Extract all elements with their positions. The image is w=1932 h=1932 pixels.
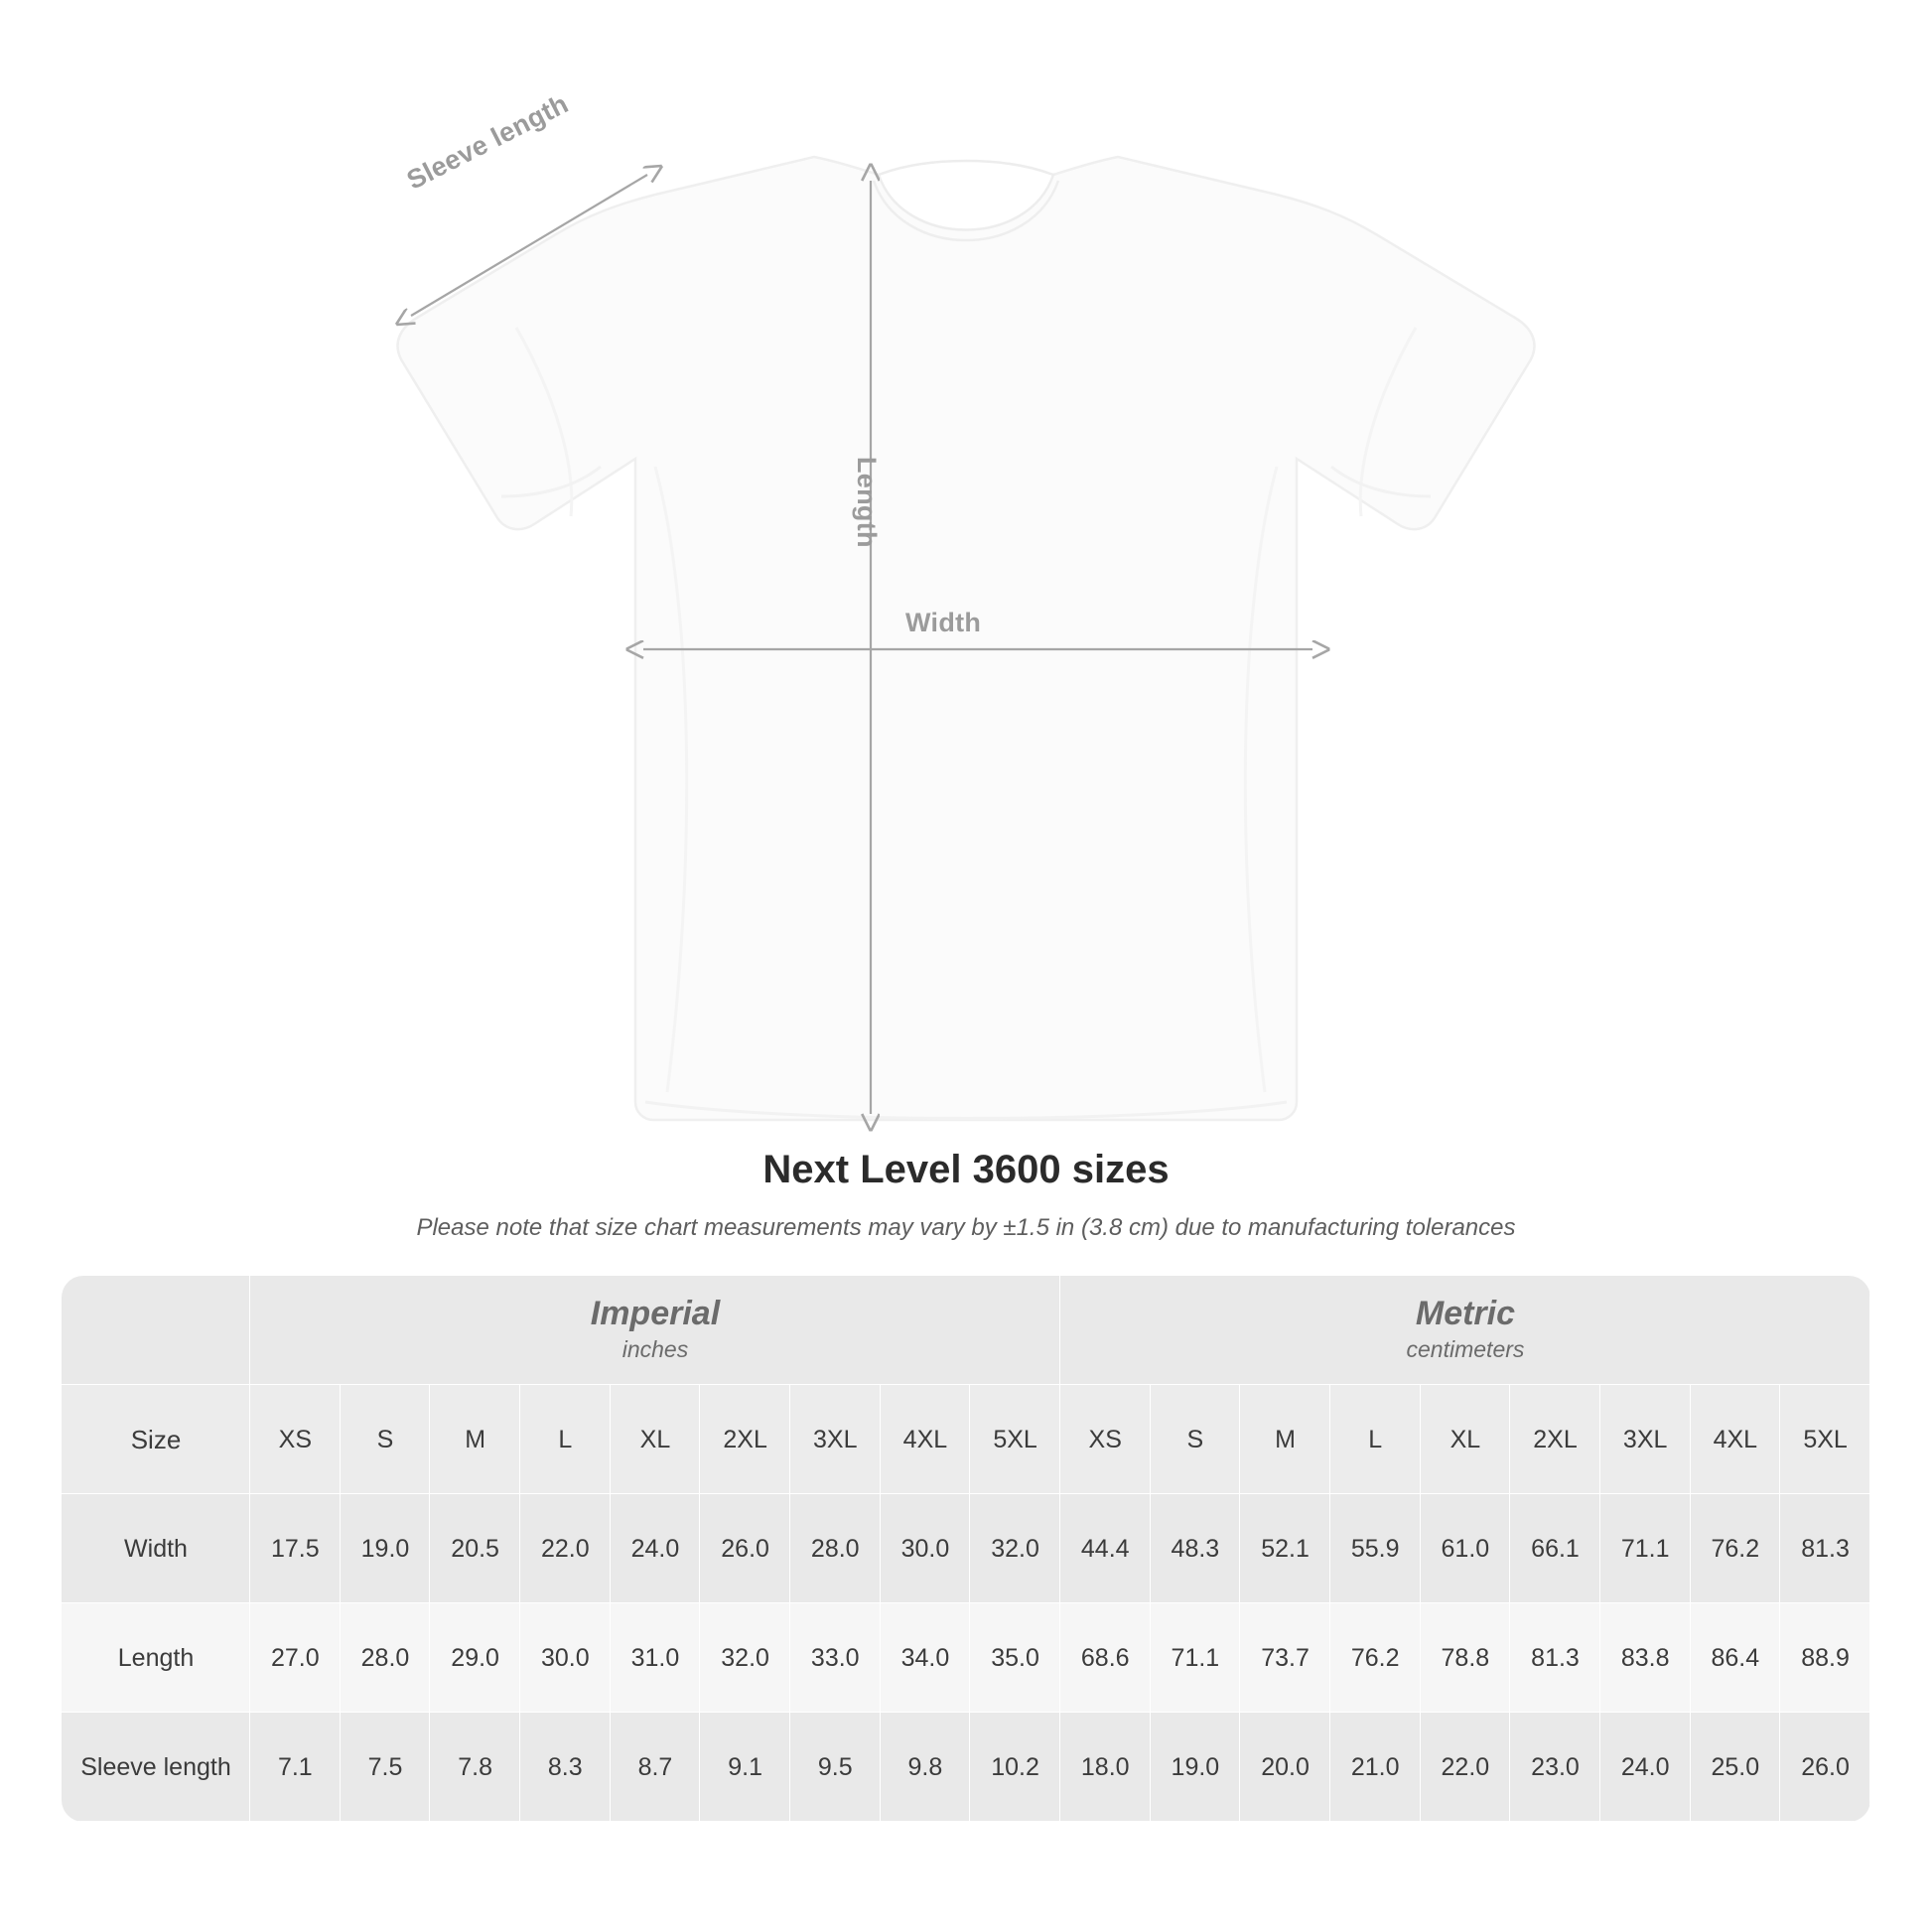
col-header-imperial-xl: XL <box>611 1385 701 1494</box>
title-block <box>0 1148 1932 1242</box>
cell-length-imperial-s: 28.0 <box>341 1603 431 1713</box>
col-header-imperial-5xl: 5XL <box>970 1385 1060 1494</box>
col-header-metric-s: S <box>1151 1385 1241 1494</box>
cell-sleeve-imperial-2xl: 9.1 <box>700 1713 790 1822</box>
cell-length-imperial-2xl: 32.0 <box>700 1603 790 1713</box>
cell-sleeve-metric-xs: 18.0 <box>1060 1713 1151 1822</box>
cell-sleeve-imperial-4xl: 9.8 <box>881 1713 971 1822</box>
row-header-size: Size <box>62 1385 250 1494</box>
cell-length-metric-4xl: 86.4 <box>1691 1603 1781 1713</box>
col-header-metric-xs: XS <box>1060 1385 1151 1494</box>
size-header-row <box>62 1385 1870 1494</box>
unit-header-spacer <box>62 1276 250 1385</box>
cell-length-imperial-m: 29.0 <box>430 1603 520 1713</box>
cell-width-metric-3xl: 71.1 <box>1600 1494 1691 1603</box>
cell-width-imperial-xl: 24.0 <box>611 1494 701 1603</box>
tolerance-note: Please note that size chart measurements may vary by ±1.5 in (3.8 cm) due to manufacturing tolerances <box>416 1214 1516 1241</box>
cell-width-imperial-xs: 17.5 <box>250 1494 341 1603</box>
col-header-metric-2xl: 2XL <box>1510 1385 1600 1494</box>
cell-length-metric-m: 73.7 <box>1240 1603 1330 1713</box>
cell-sleeve-metric-4xl: 25.0 <box>1691 1713 1781 1822</box>
cell-length-metric-s: 71.1 <box>1151 1603 1241 1713</box>
col-header-imperial-l: L <box>520 1385 611 1494</box>
cell-sleeve-metric-3xl: 24.0 <box>1600 1713 1691 1822</box>
cell-length-metric-3xl: 83.8 <box>1600 1603 1691 1713</box>
length-dimension-label: Length <box>852 457 882 548</box>
col-header-imperial-3xl: 3XL <box>790 1385 881 1494</box>
size-table-wrapper <box>62 1276 1870 1822</box>
cell-sleeve-metric-5xl: 26.0 <box>1780 1713 1870 1822</box>
unit-header-metric <box>1060 1276 1870 1385</box>
cell-length-metric-xl: 78.8 <box>1421 1603 1511 1713</box>
row-label-width: Width <box>62 1494 250 1603</box>
cell-sleeve-imperial-3xl: 9.5 <box>790 1713 881 1822</box>
cell-sleeve-imperial-s: 7.5 <box>341 1713 431 1822</box>
cell-width-metric-l: 55.9 <box>1330 1494 1421 1603</box>
col-header-imperial-m: M <box>430 1385 520 1494</box>
cell-width-imperial-m: 20.5 <box>430 1494 520 1603</box>
cell-length-imperial-xl: 31.0 <box>611 1603 701 1713</box>
page-title: Next Level 3600 sizes <box>762 1148 1170 1191</box>
cell-sleeve-imperial-l: 8.3 <box>520 1713 611 1822</box>
cell-sleeve-imperial-5xl: 10.2 <box>970 1713 1060 1822</box>
table-row <box>62 1603 1870 1713</box>
cell-length-metric-l: 76.2 <box>1330 1603 1421 1713</box>
cell-length-imperial-l: 30.0 <box>520 1603 611 1713</box>
cell-sleeve-imperial-xs: 7.1 <box>250 1713 341 1822</box>
cell-width-metric-m: 52.1 <box>1240 1494 1330 1603</box>
cell-width-metric-5xl: 81.3 <box>1780 1494 1870 1603</box>
cell-sleeve-metric-xl: 22.0 <box>1421 1713 1511 1822</box>
unit-name-imperial: Imperial <box>590 1295 721 1333</box>
col-header-metric-4xl: 4XL <box>1691 1385 1781 1494</box>
unit-name-metric: Metric <box>1415 1295 1516 1333</box>
cell-width-imperial-s: 19.0 <box>341 1494 431 1603</box>
cell-sleeve-imperial-m: 7.8 <box>430 1713 520 1822</box>
cell-length-metric-xs: 68.6 <box>1060 1603 1151 1713</box>
cell-width-imperial-3xl: 28.0 <box>790 1494 881 1603</box>
size-table <box>62 1276 1870 1822</box>
col-header-metric-5xl: 5XL <box>1780 1385 1870 1494</box>
unit-sub-imperial: inches <box>621 1336 689 1363</box>
cell-width-metric-xl: 61.0 <box>1421 1494 1511 1603</box>
cell-width-imperial-4xl: 30.0 <box>881 1494 971 1603</box>
col-header-imperial-4xl: 4XL <box>881 1385 971 1494</box>
cell-length-imperial-3xl: 33.0 <box>790 1603 881 1713</box>
row-label-sleeve-length: Sleeve length <box>62 1713 250 1822</box>
cell-width-metric-2xl: 66.1 <box>1510 1494 1600 1603</box>
cell-sleeve-imperial-xl: 8.7 <box>611 1713 701 1822</box>
col-header-metric-l: L <box>1330 1385 1421 1494</box>
col-header-metric-m: M <box>1240 1385 1330 1494</box>
cell-length-metric-5xl: 88.9 <box>1780 1603 1870 1713</box>
cell-sleeve-metric-l: 21.0 <box>1330 1713 1421 1822</box>
cell-sleeve-metric-s: 19.0 <box>1151 1713 1241 1822</box>
cell-length-imperial-4xl: 34.0 <box>881 1603 971 1713</box>
cell-width-imperial-l: 22.0 <box>520 1494 611 1603</box>
unit-header-row <box>62 1276 1870 1385</box>
table-row <box>62 1494 1870 1603</box>
col-header-metric-3xl: 3XL <box>1600 1385 1691 1494</box>
cell-length-imperial-5xl: 35.0 <box>970 1603 1060 1713</box>
unit-header-imperial <box>250 1276 1060 1385</box>
width-dimension-label: Width <box>905 608 982 637</box>
col-header-imperial-s: S <box>341 1385 431 1494</box>
unit-sub-metric: centimeters <box>1406 1336 1525 1363</box>
cell-width-metric-xs: 44.4 <box>1060 1494 1151 1603</box>
cell-width-metric-4xl: 76.2 <box>1691 1494 1781 1603</box>
col-header-imperial-2xl: 2XL <box>700 1385 790 1494</box>
cell-width-imperial-5xl: 32.0 <box>970 1494 1060 1603</box>
cell-sleeve-metric-2xl: 23.0 <box>1510 1713 1600 1822</box>
row-label-length: Length <box>62 1603 250 1713</box>
cell-width-imperial-2xl: 26.0 <box>700 1494 790 1603</box>
cell-width-metric-s: 48.3 <box>1151 1494 1241 1603</box>
sleeve-length-dimension-label: Sleeve length <box>402 88 574 196</box>
cell-length-metric-2xl: 81.3 <box>1510 1603 1600 1713</box>
cell-sleeve-metric-m: 20.0 <box>1240 1713 1330 1822</box>
col-header-metric-xl: XL <box>1421 1385 1511 1494</box>
table-row <box>62 1713 1870 1822</box>
col-header-imperial-xs: XS <box>250 1385 341 1494</box>
cell-length-imperial-xs: 27.0 <box>250 1603 341 1713</box>
